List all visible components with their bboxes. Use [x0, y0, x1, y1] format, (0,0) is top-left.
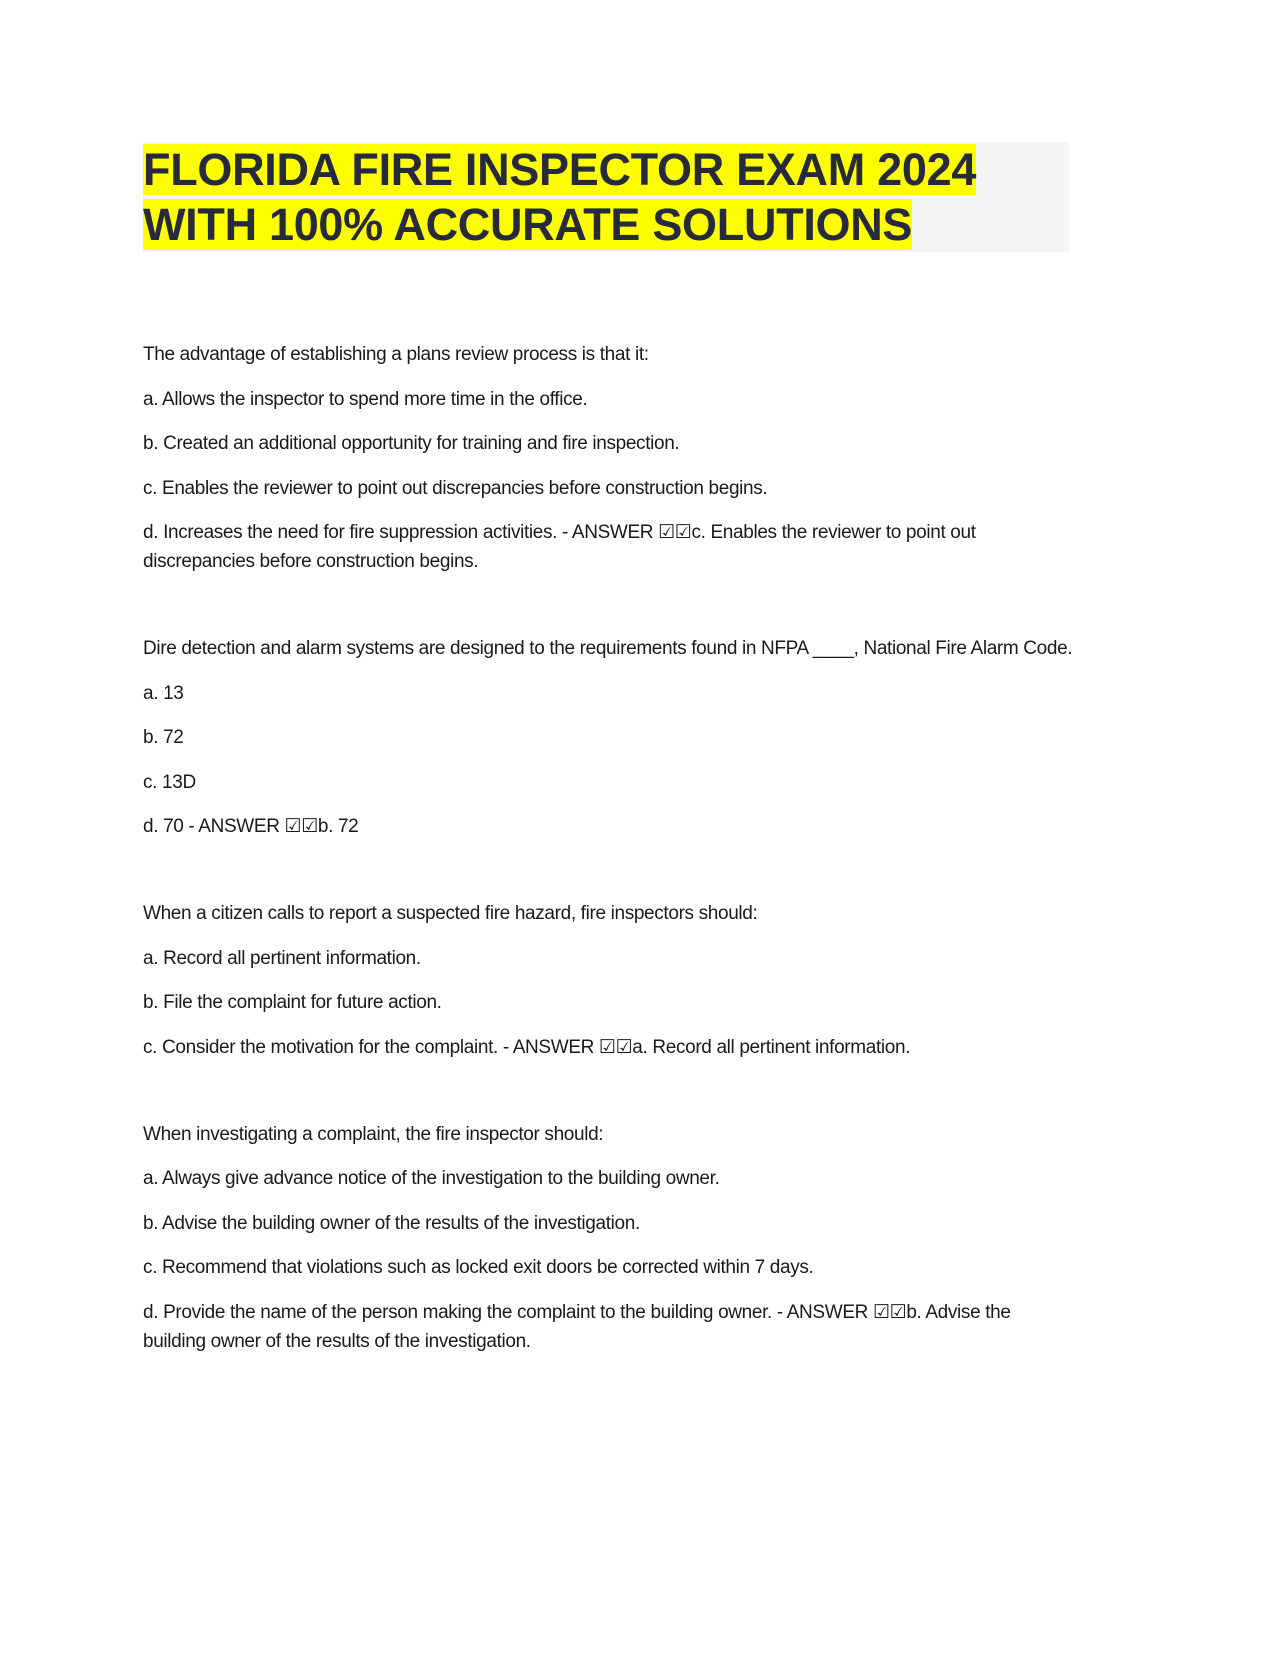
question-option: c. Enables the reviewer to point out discrepancies before construction begins. — [143, 477, 768, 499]
document-title — [143, 142, 1069, 252]
question-option: c. 13D — [143, 771, 196, 793]
question-option: a. Allows the inspector to spend more time in the office. — [143, 388, 588, 410]
question-option: b. 72 — [143, 727, 184, 748]
question-option: b. Created an additional opportunity for training and fire inspection. — [143, 433, 680, 454]
question-option: b. Advise the building owner of the results of the investigation. — [143, 1212, 640, 1234]
question-stem: Dire detection and alarm systems are designed to the requirements found in NFPA ____, National Fire Alarm Code. — [143, 638, 1073, 659]
question-option: a. 13 — [143, 682, 184, 704]
question-4 — [143, 1120, 1073, 1356]
question-option-with-answer: c. Consider the motivation for the complaint. - ANSWER ☑☑a. Record all pertinent information. — [143, 1036, 911, 1058]
question-option: a. Record all pertinent information. — [143, 947, 421, 969]
title-line-1: FLORIDA FIRE INSPECTOR EXAM 2024 — [143, 144, 977, 195]
document-title-block — [143, 142, 1069, 252]
question-2 — [143, 634, 1073, 841]
question-option: b. File the complaint for future action. — [143, 992, 442, 1013]
title-line-2: WITH 100% ACCURATE SOLUTIONS — [143, 199, 913, 250]
question-3 — [143, 899, 1073, 1062]
question-stem: The advantage of establishing a plans review process is that it: — [143, 344, 649, 365]
question-1 — [143, 340, 1073, 576]
question-option-with-answer: d. 70 - ANSWER ☑☑b. 72 — [143, 816, 359, 837]
question-option-with-answer: d. Provide the name of the person making the complaint to the building owner. - ANSWER ☑☑b. Advise the building owner of the results of the investigation. — [143, 1301, 1011, 1352]
question-stem: When investigating a complaint, the fire inspector should: — [143, 1123, 604, 1145]
question-stem: When a citizen calls to report a suspected fire hazard, fire inspectors should: — [143, 903, 758, 924]
question-option: c. Recommend that violations such as locked exit doors be corrected within 7 days. — [143, 1257, 814, 1278]
document-body — [143, 340, 1073, 1414]
question-option: a. Always give advance notice of the investigation to the building owner. — [143, 1168, 720, 1189]
question-option-with-answer: d. Increases the need for fire suppression activities. - ANSWER ☑☑c. Enables the reviewer to point out discrepancies before construction begins. — [143, 522, 976, 572]
